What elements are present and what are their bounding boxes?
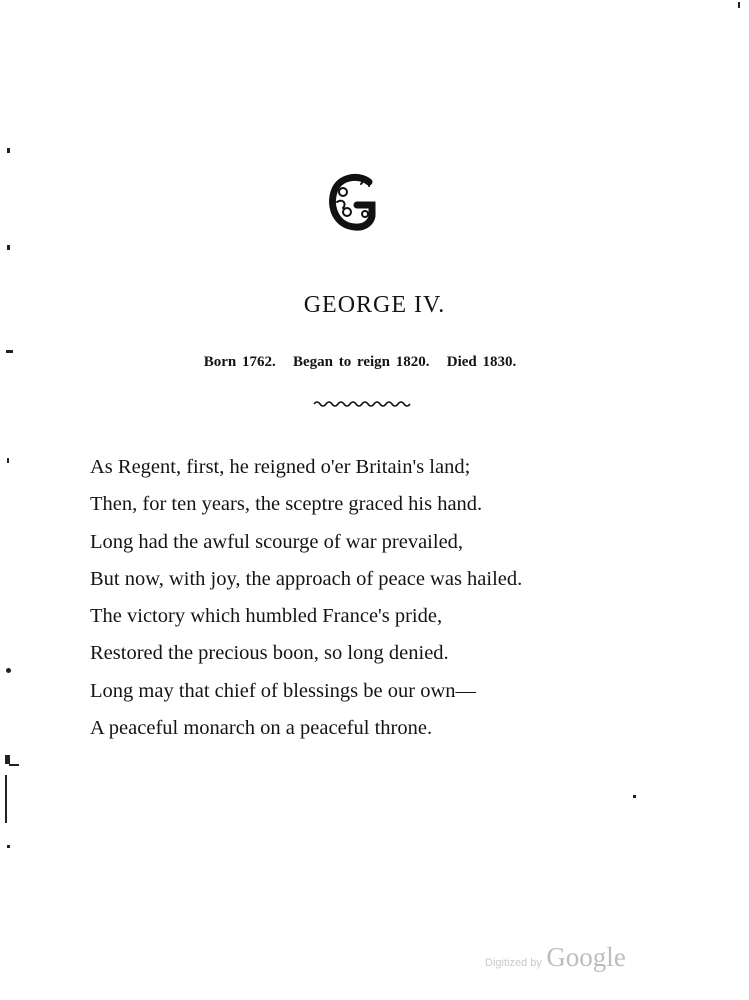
scan-speck [5, 775, 7, 823]
scan-speck [6, 350, 13, 353]
verse-line: But now, with joy, the approach of peace was hailed. [90, 567, 523, 590]
poem-verse [90, 452, 522, 750]
dates-line: Born 1762. Began to reign 1820. Died 1830. [203, 354, 517, 370]
verse-line: The victory which humbled France's pride, [90, 605, 443, 628]
verse-line: Restored the precious boon, so long denied. [90, 642, 449, 665]
wavy-rule-ornament [312, 398, 412, 410]
verse-line: A peaceful monarch on a peaceful throne. [90, 717, 433, 740]
scan-speck [7, 148, 10, 153]
scan-speck [5, 755, 10, 764]
watermark-brand: Google [546, 942, 626, 972]
scan-speck [6, 668, 11, 673]
page-title: GEORGE IV. [303, 292, 446, 318]
scan-speck [7, 245, 10, 250]
scan-speck [9, 764, 19, 766]
verse-line: As Regent, first, he reigned o'er Britain's land; [90, 456, 471, 478]
scan-speck [7, 458, 9, 463]
verse-line: Long may that chief of blessings be our own— [90, 679, 477, 702]
verse-line: Then, for ten years, the sceptre graced his hand. [90, 493, 483, 516]
digitized-watermark [485, 942, 626, 973]
watermark-prefix: Digitized by [485, 957, 542, 969]
scan-speck [7, 845, 10, 848]
decorated-initial-g [325, 172, 385, 232]
scan-speck [633, 795, 636, 798]
verse-line: Long had the awful scourge of war prevailed, [90, 530, 464, 553]
scan-speck [738, 2, 740, 8]
